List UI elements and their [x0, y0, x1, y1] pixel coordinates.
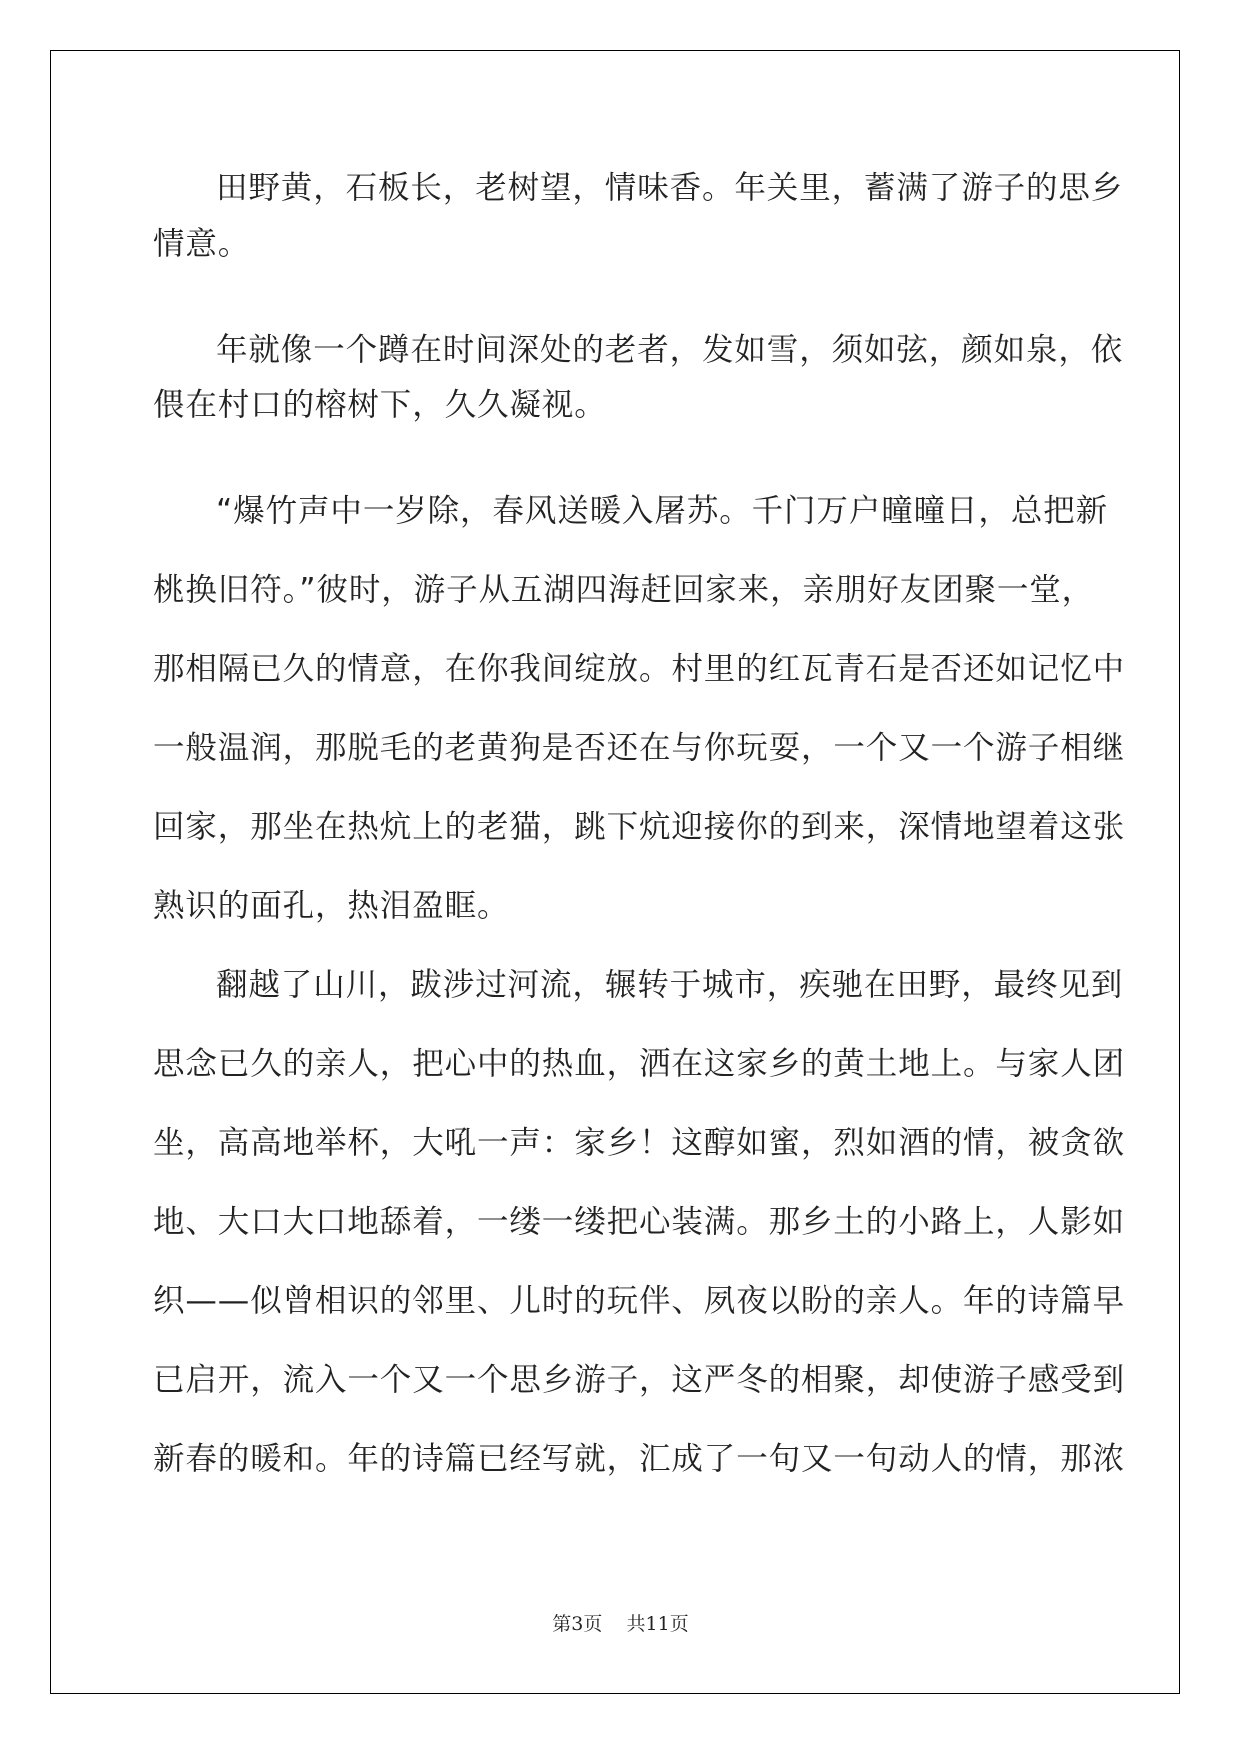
- text-line: “爆竹声中一岁除，春风送暖入屠苏。千门万户曈曈日，总把新: [216, 493, 1109, 529]
- text-line: 熟识的面孔，热泪盈眶。: [153, 888, 510, 924]
- text-line: 新春的暖和。年的诗篇已经写就，汇成了一句又一句动人的情，那浓: [153, 1441, 1126, 1477]
- text-line: 思念已久的亲人，把心中的热血，洒在这家乡的黄土地上。与家人团: [153, 1046, 1126, 1082]
- text-line: 一般温润，那脱毛的老黄狗是否还在与你玩耍，一个又一个游子相继: [153, 730, 1126, 766]
- text-line: 情意。: [153, 226, 251, 262]
- text-line: 地、大口大口地舔着，一缕一缕把心装满。那乡土的小路上，人影如: [153, 1204, 1126, 1240]
- text-line: 桃换旧符。”彼时，游子从五湖四海赶回家来，亲朋好友团聚一堂，: [153, 572, 1095, 608]
- page-number: 第3页: [552, 1613, 603, 1635]
- text-line: 偎在村口的榕树下，久久凝视。: [153, 387, 607, 423]
- text-line: 已启开，流入一个又一个思乡游子，这严冬的相聚，却使游子感受到: [153, 1362, 1126, 1398]
- text-line: 翻越了山川，跋涉过河流，辗转于城市，疾驰在田野，最终见到: [216, 967, 1124, 1003]
- text-line: 田野黄，石板长，老树望，情味香。年关里，蓄满了游子的思乡: [216, 170, 1124, 206]
- text-line: 年就像一个蹲在时间深处的老者，发如雪，须如弦，颜如泉，依: [216, 332, 1124, 368]
- text-line: 织——似曾相识的邻里、儿时的玩伴、夙夜以盼的亲人。年的诗篇早: [153, 1283, 1126, 1319]
- page-footer: [0, 1612, 1241, 1636]
- page-total: 共11页: [626, 1613, 689, 1635]
- text-line: 那相隔已久的情意，在你我间绽放。村里的红瓦青石是否还如记忆中: [153, 651, 1126, 687]
- text-line: 回家，那坐在热炕上的老猫，跳下炕迎接你的到来，深情地望着这张: [153, 809, 1126, 845]
- text-line: 坐，高高地举杯，大吼一声：家乡！这醇如蜜，烈如酒的情，被贪欲: [153, 1125, 1126, 1161]
